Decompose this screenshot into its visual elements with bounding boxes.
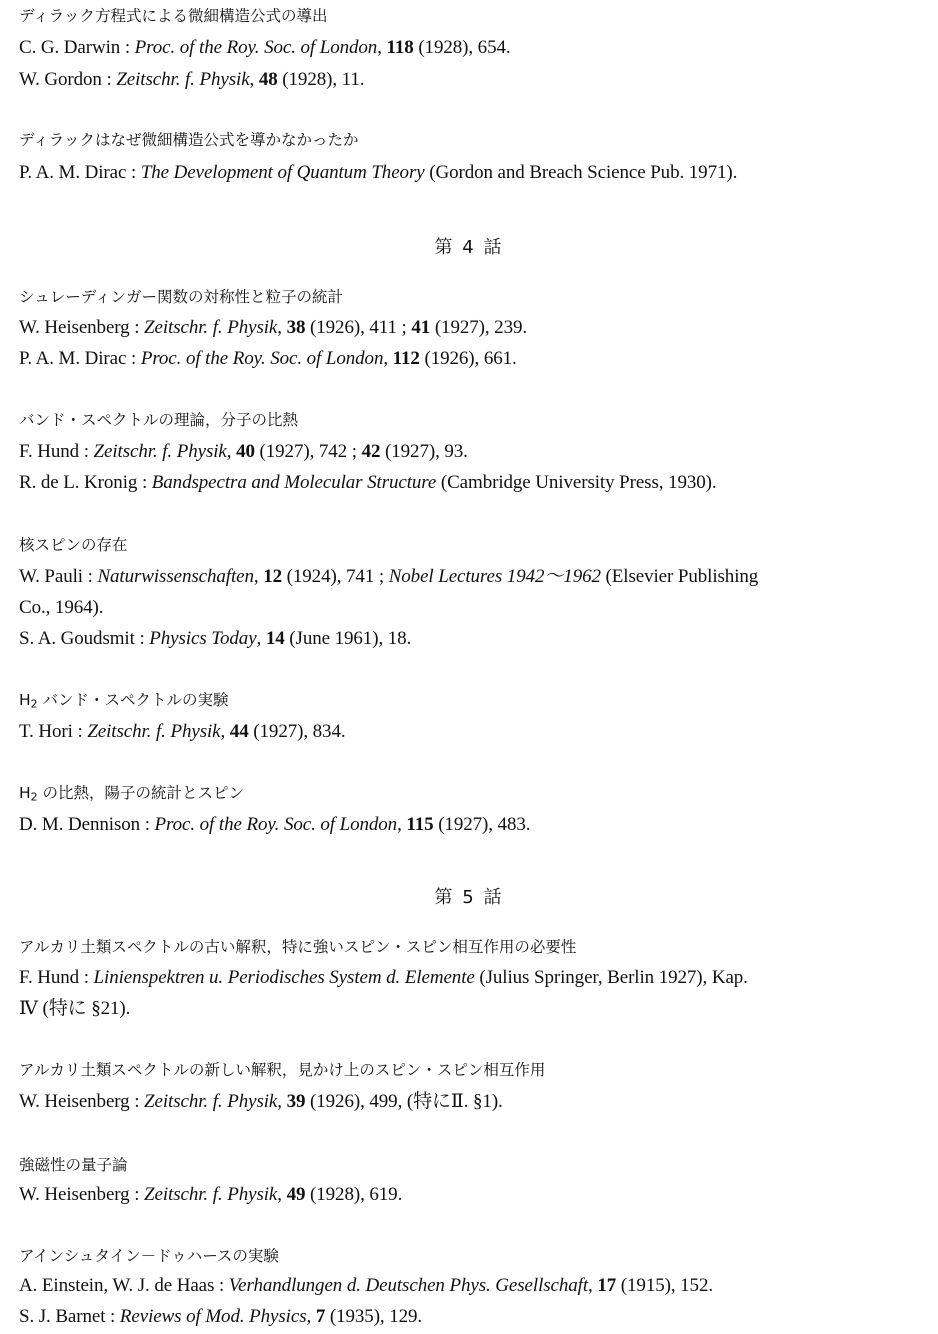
section-heading: ディラック方程式による微細構造公式の導出 <box>19 7 328 25</box>
section-heading: ディラックはなぜ微細構造公式を導かなかったか <box>19 131 359 149</box>
ref-text: (1935), 129. <box>325 1306 423 1327</box>
section-heading: アルカリ土類スペクトルの古い解釈，特に強いスピン・スピン相互作用の必要性 <box>19 938 577 956</box>
ref-text: A. Einstein, W. J. de Haas : <box>19 1275 229 1296</box>
ref-text: S. A. Goudsmit : <box>19 628 150 649</box>
section-heading: シュレーディンガー関数の対称性と粒子の統計 <box>19 288 343 306</box>
ref-title: Naturwissenschaften <box>97 566 254 587</box>
ref-title: Bandspectra and Molecular Structure <box>151 472 437 493</box>
ref-text: Ⅳ (特に §21). <box>19 998 131 1019</box>
ref-title: Zeitschr. f. Physik <box>144 1091 278 1112</box>
ref-text: (1927), 483. <box>433 814 531 835</box>
ref-text: , <box>383 348 393 369</box>
ref-title: Zeitschr. f. Physik <box>87 721 221 742</box>
ref-volume: 42 <box>361 441 381 462</box>
ref-volume: 115 <box>406 814 434 835</box>
ref-volume: 17 <box>597 1275 617 1296</box>
reference-line <box>19 161 924 185</box>
ref-title: The Development of Quantum Theory <box>140 162 425 183</box>
reference-line <box>19 316 924 340</box>
reference-line <box>19 720 924 744</box>
ref-text: (1926), 411 ; <box>305 317 412 338</box>
ref-text: C. G. Darwin : <box>19 37 135 58</box>
ref-text: W. Gordon : <box>19 69 117 90</box>
subscript: 2 <box>30 697 38 710</box>
ref-text: (1928), 619. <box>305 1184 403 1205</box>
section-heading <box>19 783 924 803</box>
ref-text: , <box>220 721 230 742</box>
section-heading: アインシュタイン－ドゥハースの実験 <box>19 1247 279 1265</box>
ref-text: , <box>377 37 387 58</box>
reference-line <box>19 565 924 589</box>
reference-line <box>19 36 924 60</box>
ref-title: Zeitschr. f. Physik <box>144 1184 278 1205</box>
ref-text: , <box>277 1091 287 1112</box>
section-heading <box>19 690 924 710</box>
ref-text: (1928), 11. <box>277 69 365 90</box>
ref-text: , <box>277 317 287 338</box>
ref-volume: 7 <box>315 1306 326 1327</box>
ref-text: , <box>588 1275 598 1296</box>
ref-text: W. Heisenberg : <box>19 1091 145 1112</box>
reference-line <box>19 471 924 495</box>
section-heading: バンド・スペクトルの理論，分子の比熱 <box>19 411 299 429</box>
reference-line <box>19 966 924 990</box>
ref-volume: 118 <box>386 37 414 58</box>
ref-title: Zeitschr. f. Physik <box>93 441 227 462</box>
reference-line <box>19 347 924 371</box>
ref-text: F. Hund : <box>19 441 94 462</box>
ref-text: W. Pauli : <box>19 566 98 587</box>
ref-title: Proc. of the Roy. Soc. of London <box>134 37 378 58</box>
ref-text: W. Heisenberg : <box>19 317 145 338</box>
ref-volume: 41 <box>411 317 431 338</box>
ref-volume: 14 <box>265 628 285 649</box>
reference-line <box>19 813 924 837</box>
reference-line <box>19 997 924 1021</box>
ref-text: , <box>226 441 237 462</box>
ref-volume: 44 <box>229 721 249 742</box>
ref-text: (1915), 152. <box>616 1275 714 1296</box>
ref-text: , <box>249 69 259 90</box>
ref-volume: 12 <box>263 566 282 587</box>
chapter-heading: 第 5 話 <box>434 887 504 908</box>
ref-text: R. de L. Kronig : <box>19 472 152 493</box>
reference-line <box>19 596 924 620</box>
ref-text: (1928), 654. <box>413 37 511 58</box>
ref-title: Proc. of the Roy. Soc. of London <box>154 814 398 835</box>
section-heading: 強磁性の量子論 <box>19 1156 128 1174</box>
ref-volume: 112 <box>392 348 420 369</box>
reference-line <box>19 1183 924 1207</box>
ref-text: , <box>306 1306 316 1327</box>
section-heading: アルカリ土類スペクトルの新しい解釈，見かけ上のスピン・スピン相互作用 <box>19 1061 546 1079</box>
section-heading: 核スピンの存在 <box>19 536 128 554</box>
ref-text: H <box>19 691 31 709</box>
ref-text: , <box>397 814 407 835</box>
ref-title: Proc. of the Roy. Soc. of London <box>140 348 384 369</box>
reference-line <box>19 1274 924 1298</box>
ref-text: W. Heisenberg : <box>19 1184 145 1205</box>
ref-text: (1927), 834. <box>248 721 346 742</box>
ref-text: S. J. Barnet : <box>19 1306 120 1327</box>
chapter-heading: 第 4 話 <box>434 237 504 258</box>
ref-volume: 49 <box>286 1184 306 1205</box>
ref-title: Physics Today <box>149 628 257 649</box>
reference-line <box>19 627 924 651</box>
ref-text: (Elsevier Publishing <box>600 566 759 587</box>
ref-text: (1926), 499, (特にⅡ. §1). <box>305 1091 503 1112</box>
reference-line <box>19 1090 924 1114</box>
ref-text: P. A. M. Dirac : <box>19 162 141 183</box>
ref-text: (June 1961), 18. <box>284 628 412 649</box>
ref-text: (1924), 741 ; <box>282 566 389 587</box>
ref-title: Verhandlungen d. Deutschen Phys. Gesellschaft <box>228 1275 589 1296</box>
ref-text: (Cambridge University Press, 1930). <box>436 472 717 493</box>
ref-volume: 39 <box>286 1091 306 1112</box>
ref-title: Zeitschr. f. Physik <box>116 69 250 90</box>
ref-text: , <box>253 566 264 587</box>
ref-volume: 38 <box>286 317 306 338</box>
ref-text: (1927), 239. <box>430 317 528 338</box>
ref-text: バンド・スペクトルの実験 <box>37 691 229 709</box>
ref-text: , <box>277 1184 287 1205</box>
ref-title: Reviews of Mod. Physics <box>119 1306 307 1327</box>
ref-text: P. A. M. Dirac : <box>19 348 141 369</box>
ref-text: Co., 1964). <box>19 597 104 618</box>
ref-volume: 40 <box>236 441 255 462</box>
reference-line <box>19 68 924 92</box>
ref-text: (1927), 93. <box>380 441 468 462</box>
ref-text: (Gordon and Breach Science Pub. 1971). <box>424 162 738 183</box>
ref-volume: 48 <box>258 69 278 90</box>
ref-text: T. Hori : <box>19 721 88 742</box>
ref-text: F. Hund : <box>19 967 94 988</box>
subscript: 2 <box>30 790 38 803</box>
reference-line <box>19 1305 924 1329</box>
ref-text: (1927), 742 ; <box>254 441 362 462</box>
ref-text: , <box>256 628 266 649</box>
reference-line <box>19 440 924 464</box>
ref-text: (Julius Springer, Berlin 1927), Kap. <box>474 967 748 988</box>
ref-title: Linienspektren u. Periodisches System d. Elemente <box>93 967 475 988</box>
ref-text: H <box>19 784 31 802</box>
ref-text: の比熱，陽子の統計とスピン <box>37 784 244 802</box>
ref-text: (1926), 661. <box>419 348 517 369</box>
ref-text: D. M. Dennison : <box>19 814 155 835</box>
ref-title: Zeitschr. f. Physik <box>144 317 278 338</box>
ref-title: Nobel Lectures 1942～1962 <box>388 566 601 587</box>
